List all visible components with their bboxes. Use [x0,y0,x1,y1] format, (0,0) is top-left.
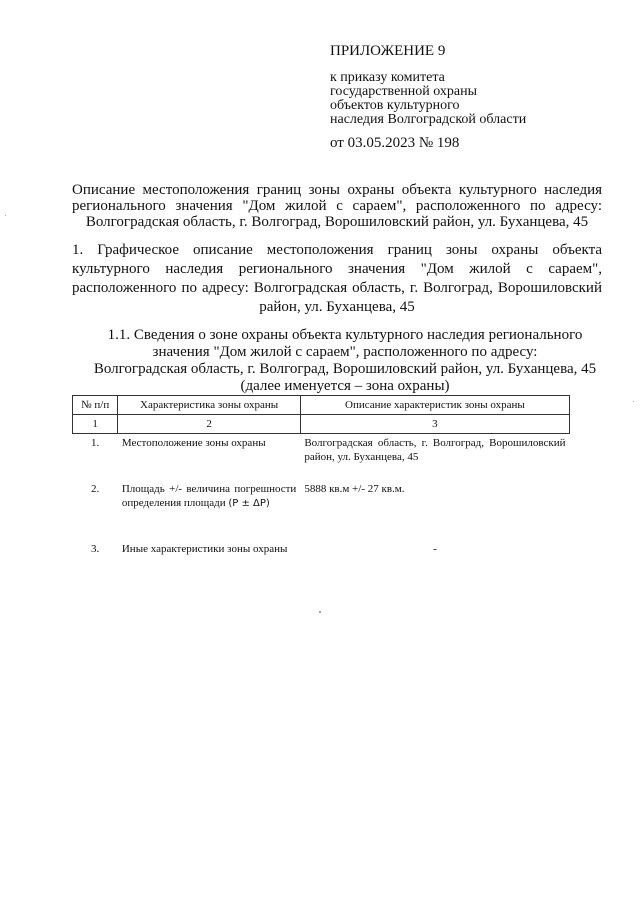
annex-order-line: государственной охраны [330,84,478,99]
row-num: 3. [91,543,100,555]
section-line: расположенного по адресу: Волгоградская область, г. Волгоград, Ворошиловский [72,280,602,296]
colnum-3: 3 [300,415,569,434]
scan-speck [5,215,6,216]
document-title [72,182,602,230]
zone-table [72,395,570,558]
colnum-1: 1 [73,415,118,434]
row-characteristic: Местоположение зоны охраны [121,437,266,449]
row-description: 5888 кв.м +/- 27 кв.м. [304,483,405,495]
table-colnum-row [73,415,570,434]
row-characteristic-text: Площадь +/- величина погрешности определения площади [121,483,297,509]
table-header-row [73,396,570,415]
subsection-line: Волгоградская область, г. Волгоград, Ворошиловский район, ул. Буханцева, 45 [93,361,597,377]
header-characteristic: Характеристика зоны охраны [118,396,300,415]
colnum-2: 2 [118,415,300,434]
table-row [73,480,570,540]
section-line: 1. Графическое описание местоположения границ зоны охраны объекта [72,242,602,258]
scan-speck [319,611,321,613]
subsection-line: (далее именуется – зона охраны) [240,378,450,394]
annex-order-text [330,71,526,127]
area-formula: (P ± ΔP) [228,498,270,509]
row-characteristic: Иные характеристики зоны охраны [121,543,288,555]
section-line: культурного наследия регионального значения "Дом жилой с сараем", [72,261,602,277]
section-line: район, ул. Буханцева, 45 [259,299,415,315]
subsection-1-1-heading [88,327,602,395]
row-num: 1. [91,437,100,449]
header-description: Описание характеристик зоны охраны [300,396,569,415]
annex-order-line: к приказу комитета [330,70,445,85]
title-line: регионального значения "Дом жилой с сараем", расположенного по адресу: [72,198,602,214]
annex-date: от 03.05.2023 № 198 [330,135,460,151]
section-1-heading [72,241,602,317]
annex-title: ПРИЛОЖЕНИЕ 9 [330,43,446,59]
row-description: - [433,543,437,555]
row-characteristic [118,480,300,540]
table-row [73,434,570,481]
header-num: № п/п [73,396,118,415]
table-row [73,540,570,558]
subsection-line: 1.1. Сведения о зоне охраны объекта культурного наследия регионального [107,327,583,343]
row-num: 2. [91,483,100,495]
title-line: Описание местоположения границ зоны охраны объекта культурного наследия [72,182,602,198]
row-description: Волгоградская область, г. Волгоград, Ворошиловский район, ул. Буханцева, 45 [304,437,566,463]
annex-order-line: объектов культурного [330,98,460,113]
scan-speck [633,401,634,402]
subsection-line: значения "Дом жилой с сараем", расположенного по адресу: [152,344,538,360]
annex-order-line: наследия Волгоградской области [330,112,527,127]
title-line: Волгоградская область, г. Волгоград, Ворошиловский район, ул. Буханцева, 45 [85,214,589,230]
